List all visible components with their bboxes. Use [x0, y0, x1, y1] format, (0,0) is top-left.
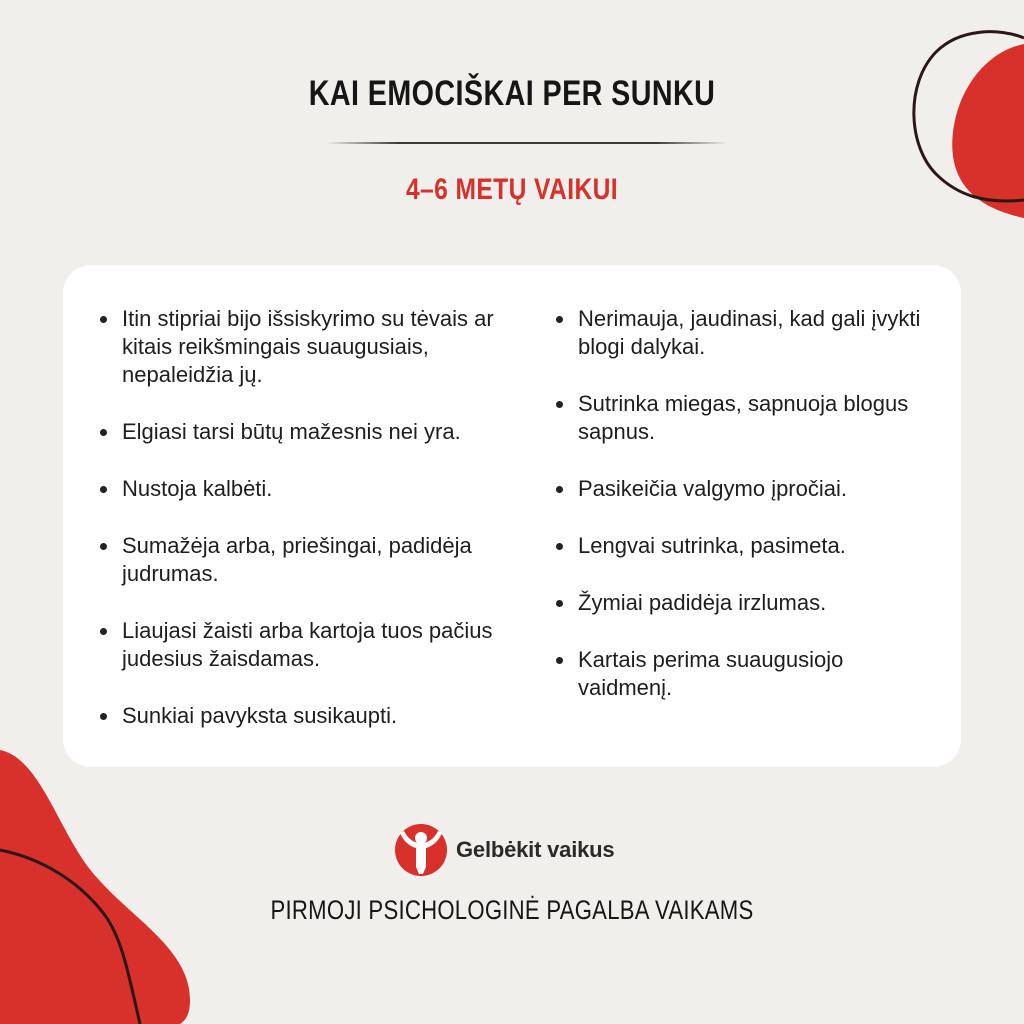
- symptoms-card: [63, 265, 961, 767]
- list-item: Sumažėja arba, priešingai, padidėja judrumas.: [97, 532, 527, 588]
- age-subtitle: 4–6 METŲ VAIKUI: [405, 173, 619, 206]
- list-item: Sutrinka miegas, sapnuoja blogus sapnus.: [553, 390, 943, 446]
- brand-name: Gelbėkit vaikus: [456, 837, 615, 862]
- bottom-left-red-blob: [0, 750, 190, 1024]
- list-item: Elgiasi tarsi būtų mažesnis nei yra.: [97, 418, 527, 446]
- list-item: Pasikeičia valgymo įpročiai.: [553, 475, 943, 503]
- list-item: Kartais perima suaugusiojo vaidmenį.: [553, 646, 943, 702]
- bottom-left-outline: [0, 850, 140, 1024]
- list-item: Žymiai padidėja irzlumas.: [553, 589, 943, 617]
- footer-tagline: PIRMOJI PSICHOLOGINĖ PAGALBA VAIKAMS: [270, 895, 754, 925]
- list-item: Nustoja kalbėti.: [97, 475, 527, 503]
- list-item: Itin stipriai bijo išsiskyrimo su tėvais ar kitais reikšmingais suaugusiais, nepaleidžia jų.: [97, 305, 527, 389]
- brand-logo: [394, 820, 614, 880]
- title-divider: [326, 142, 728, 144]
- list-item: Lengvai sutrinka, pasimeta.: [553, 532, 943, 560]
- list-item: Nerimauja, jaudinasi, kad gali įvykti blogi dalykai.: [553, 305, 943, 361]
- list-item: Liaujasi žaisti arba kartoja tuos pačius judesius žaisdamas.: [97, 617, 527, 673]
- top-right-red-blob: [952, 44, 1024, 218]
- list-item: Sunkiai pavyksta susikaupti.: [97, 702, 527, 730]
- child-raised-arms-logo-icon: [394, 823, 448, 877]
- page-title: KAI EMOCIŠKAI PER SUNKU: [308, 74, 716, 113]
- symptoms-list-right: [553, 305, 943, 731]
- symptoms-list-left: [97, 305, 527, 759]
